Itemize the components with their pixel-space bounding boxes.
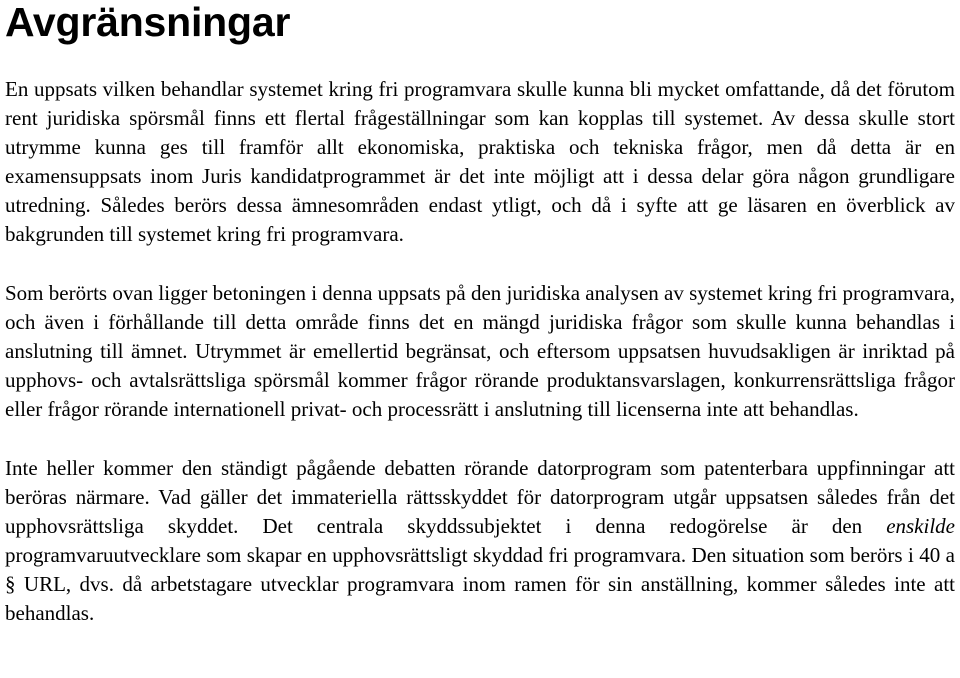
paragraph-2: Som berörts ovan ligger betoningen i denna uppsats på den juridiska analysen av systemet kring fri programvara, och även i förhållande till detta område finns det en mängd juridiska frågor som skulle kunna behandlas i anslutning till ämnet. Utrymmet är emellertid begränsat, och eftersom uppsatsen huvudsakligen är inriktad på upphovs- och avtalsrättsliga spörsmål kommer frågor rörande produktansvarslagen, konkurrensrättsliga frågor eller frågor rörande internationell privat- och processrätt i anslutning till licenserna inte att behandlas. — [5, 281, 956, 421]
paragraph-3 — [5, 454, 955, 628]
paragraph-1: En uppsats vilken behandlar systemet kring fri programvara skulle kunna bli mycket omfattande, då det förutom rent juridiska spörsmål finns ett flertal frågeställningar som kan kopplas till systemet. Av dessa skulle stort utrymme kunna ges till framför allt ekonomiska, praktiska och tekniska frågor, men då detta är en examensuppsats inom Juris kandidatprogrammet är det inte möjligt att i dessa delar göra någon grundligare utredning. Således berörs dessa ämnesområden endast ytligt, och då i syfte att ge läsaren en överblick av bakgrunden till systemet kring fri programvara. — [5, 77, 955, 246]
paragraph-3-emphasis: enskilde — [886, 514, 955, 538]
section-heading: Avgränsningar — [5, 0, 291, 45]
paragraph-3-text-end: programvaruutvecklare som skapar en upphovsrättsligt skyddad fri programvara. Den situation som berörs i 40 a § URL, dvs. då arbetstagare utvecklar programvara inom ramen för sin anställning, kommer således inte att behandlas. — [5, 543, 955, 625]
paragraph-3-text-start: Inte heller kommer den ständigt pågående debatten rörande datorprogram som patenterbara uppfinningar att beröras närmare. Vad gäller det immateriella rättsskyddet för datorprogram utgår uppsatsen således från det upphovsrättsliga skyddet. Det centrala skyddssubjektet i denna redogörelse är den — [5, 456, 955, 538]
document-page — [5, 0, 955, 628]
